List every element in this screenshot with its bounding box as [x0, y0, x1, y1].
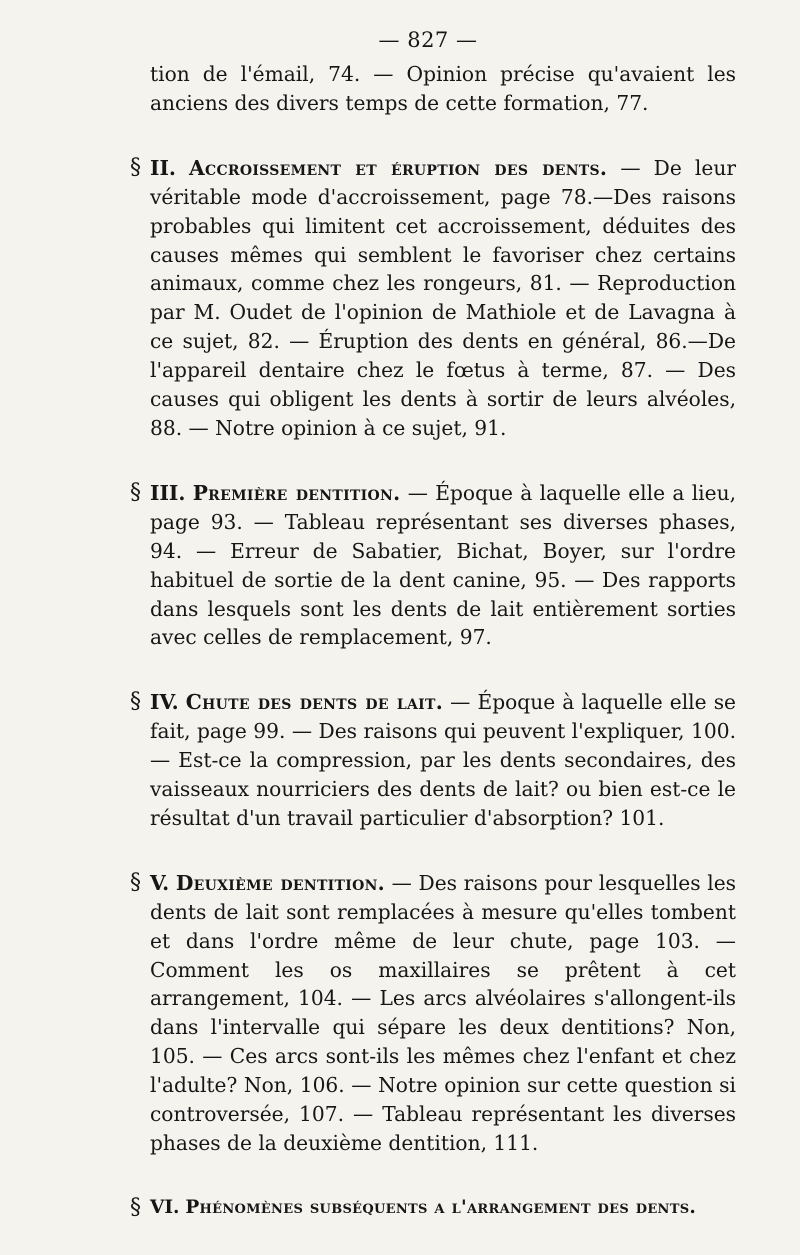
section-number: II.	[150, 155, 176, 180]
section-title: Phénomènes subséquents a l'arrangement des dents.	[185, 1196, 697, 1218]
section-3	[130, 479, 736, 652]
section-body: — Époque à laquelle elle a lieu, page 93. — Tableau représentant ses diverses phases, 94. — Erreur de Sabatier, Bichat, Boyer, sur l'ordre habituel de sortie de la dent canine, 95. — Des rapports dans lesquels sont les dents de lait entièrement sorties avec celles de remplacement, 97.	[150, 480, 736, 650]
section-4	[130, 688, 736, 833]
section-number: III.	[150, 480, 186, 505]
section-mark: §	[130, 479, 141, 505]
section-mark: §	[130, 154, 141, 180]
section-number: VI.	[150, 1196, 180, 1218]
continuation-paragraph: tion de l'émail, 74. — Opinion précise qu'avaient les anciens des divers temps de cette formation, 77.	[150, 62, 736, 115]
section-6	[130, 1194, 736, 1223]
section-title: Chute des dents de lait.	[185, 690, 444, 715]
section-title: Première dentition.	[192, 480, 401, 505]
section-5	[130, 869, 737, 1158]
section-number: V.	[150, 870, 170, 895]
section-mark: §	[130, 869, 141, 895]
section-title: Deuxième dentition.	[175, 870, 386, 895]
section-paragraph	[150, 479, 736, 652]
section-paragraph	[150, 154, 736, 443]
page-number: — 827 —	[378, 28, 478, 52]
section-2	[130, 154, 736, 443]
section-paragraph	[150, 1194, 736, 1223]
section-body: — De leur véritable mode d'accroissement, page 78.—Des raisons probables qui limitent cet accroissement, déduites des causes mêmes qui semblent le favoriser chez certains animaux, comme chez les rongeurs, 81. — Reproduction par M. Oudet de l'opinion de Mathiole et de Lavagna à ce sujet, 82. — Éruption des dents en général, 86.—De l'appareil dentaire chez le fœtus à terme, 87. — Des causes qui obligent les dents à sortir de leurs alvéoles, 88. — Notre opinion à ce sujet, 91.	[150, 155, 736, 440]
section-body: — Époque à laquelle elle se fait, page 99. — Des raisons qui peuvent l'expliquer, 100. — Est-ce la compression, par les dents secondaires, des vaisseaux nourriciers des dents de lait? ou bien est-ce le résultat d'un travail particulier d'absorption? 101.	[150, 690, 736, 830]
section-title: Accroissement et éruption des dents.	[189, 155, 608, 180]
section-mark: §	[130, 1194, 141, 1220]
section-number: IV.	[150, 690, 179, 715]
section-mark: §	[130, 689, 141, 715]
section-paragraph	[150, 688, 736, 833]
section-paragraph	[150, 869, 736, 1158]
section-body: — Des raisons pour lesquelles les dents de lait sont remplacées à mesure qu'elles tombent et dans l'ordre même de leur chute, page 103. — Comment les os maxillaires se prêtent à cet arrangement, 104. — Les arcs alvéolaires s'allongent-ils dans l'intervalle qui sépare les deux dentitions? Non, 105. — Ces arcs sont-ils les mêmes chez l'enfant et chez l'adulte? Non, 106. — Notre opinion sur cette question si controversée, 107. — Tableau représentant les diverses phases de la deuxième dentition, 111.	[150, 870, 737, 1155]
